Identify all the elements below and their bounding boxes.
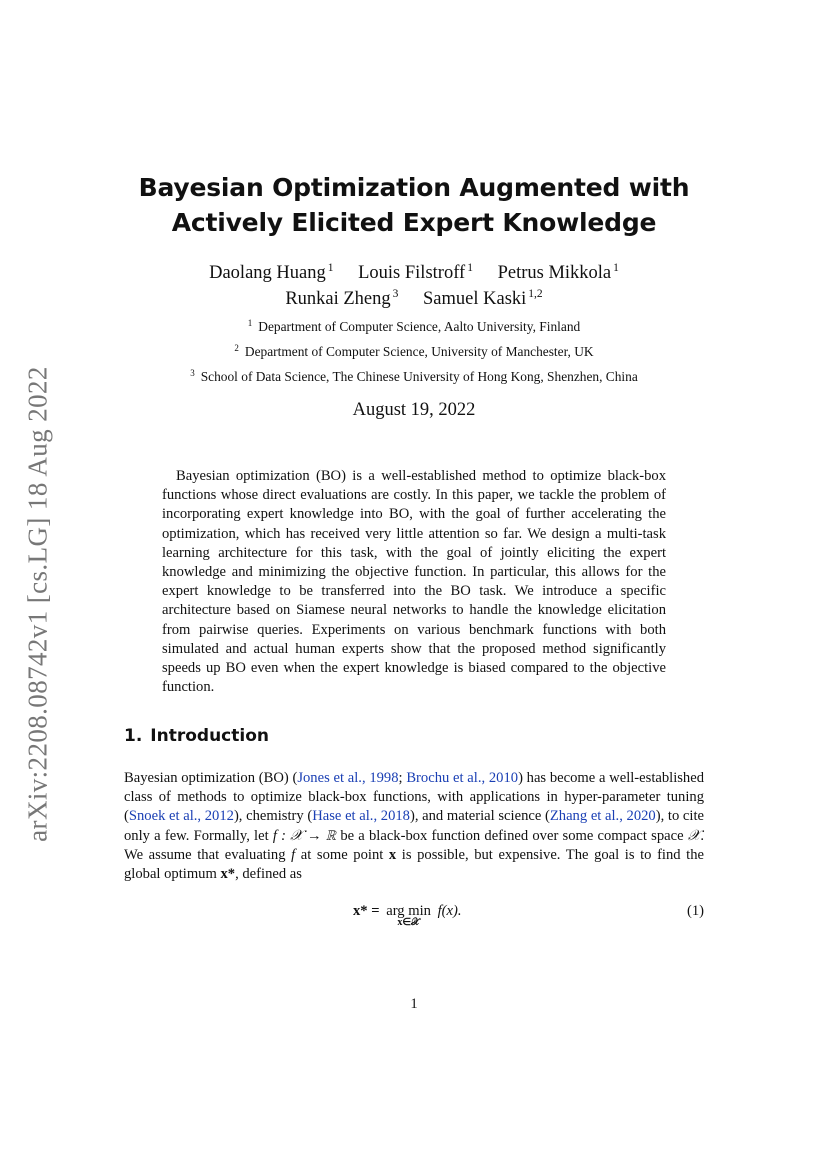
- title-line-2: Actively Elicited Expert Knowledge: [171, 208, 657, 237]
- abstract: Bayesian optimization (BO) is a well-established method to optimize black-box functions whose direct evaluations are costly. In this paper, we tackle the problem of incorporating expert knowledge into BO, with the goal of further accelerating the optimization, which has received very little attention so far. We design a multi-task learning architecture for this task, with the goal of jointly eliciting the expert knowledge and minimizing the objective function. In particular, this allows for the expert knowledge to be transferred into the BO task. We introduce a specific architecture based on Siamese neural networks to handle the knowledge elicitation from pairwise queries. Experiments on various benchmark functions with both simulated and actual human experts show that the proposed method significantly speeds up BO even when the expert knowledge is biased compared to the objective function.: [162, 468, 666, 696]
- math-inline: x*: [220, 866, 236, 883]
- argmin-subscript: x∈𝒳: [397, 917, 420, 928]
- section-title: Introduction: [150, 726, 269, 746]
- argmin-label: arg min: [386, 903, 431, 919]
- affiliation: $^1$ Department of Computer Science, Aalto University, Finland: [247, 318, 581, 334]
- author-affiliation-mark: 1: [613, 262, 619, 274]
- title-line-1: Bayesian Optimization Augmented with: [138, 173, 690, 202]
- citation-link[interactable]: Snoek et al., 2012: [128, 808, 234, 825]
- page-number: 1: [410, 996, 418, 1012]
- author-list: [124, 260, 704, 312]
- math-inline: f: [291, 846, 296, 863]
- math-inline: f : 𝒳 → ℝ: [272, 827, 337, 844]
- introduction-paragraph: Bayesian optimization (BO) (Jones et al., 1998; Brochu et al., 2010) has become a well-established class of methods to optimize black-box functions, with applications in hyper-parameter tuning (Snoek et al., 2012), chemistry (Hase et al., 2018), and material science (Zhang et al., 2020), to cite only a few. Formally, let f : 𝒳 → ℝ be a black-box function defined over some compact space 𝒳. We assume that evaluating f at some point x is possible, but expensive. The goal is to find the global optimum x*, defined as: [124, 770, 705, 883]
- affiliation: $^2$ Department of Computer Science, University of Manchester, UK: [234, 343, 594, 359]
- author-affiliation-mark: 3: [392, 288, 399, 300]
- equation-number: (1): [686, 903, 704, 919]
- author-affiliation-mark: 1: [327, 262, 334, 274]
- author: Samuel Kaski $^{1,2}$: [423, 288, 543, 309]
- author: Daolang Huang $^1$: [209, 262, 334, 283]
- section-heading-introduction: [124, 726, 269, 746]
- math-inline: 𝒳: [687, 827, 701, 844]
- equation-1: [124, 900, 704, 936]
- affiliation-list: [124, 314, 704, 389]
- citation-link[interactable]: Jones et al., 1998: [297, 770, 399, 786]
- author: Louis Filstroff $^1$: [358, 262, 473, 283]
- argmin-operator: [386, 903, 431, 928]
- author: Petrus Mikkola $^1$: [497, 262, 619, 283]
- equation-body: [353, 903, 462, 928]
- math-inline: x: [388, 846, 397, 863]
- citation-link[interactable]: Zhang et al., 2020: [549, 808, 656, 825]
- author-line-1: [124, 260, 704, 286]
- equation-lhs: x* =: [353, 903, 380, 919]
- publication-date: August 19, 2022: [352, 400, 476, 420]
- author-affiliation-mark: 1,2: [528, 288, 543, 300]
- section-number: 1.: [124, 726, 143, 746]
- citation-link[interactable]: Hase et al., 2018: [312, 808, 410, 825]
- paper-page: [124, 0, 704, 1171]
- author-affiliation-mark: 1: [467, 262, 473, 274]
- citation-link[interactable]: Brochu et al., 2010: [406, 770, 519, 786]
- paper-title: [124, 170, 704, 240]
- author-line-2: [124, 286, 704, 312]
- author: Runkai Zheng $^3$: [285, 288, 399, 309]
- arxiv-identifier-stamp: arXiv:2208.08742v1 [cs.LG] 18 Aug 2022: [22, 366, 53, 842]
- affiliation: $^3$ School of Data Science, The Chinese University of Hong Kong, Shenzhen, China: [190, 368, 638, 384]
- equation-rhs: f(x).: [437, 903, 462, 919]
